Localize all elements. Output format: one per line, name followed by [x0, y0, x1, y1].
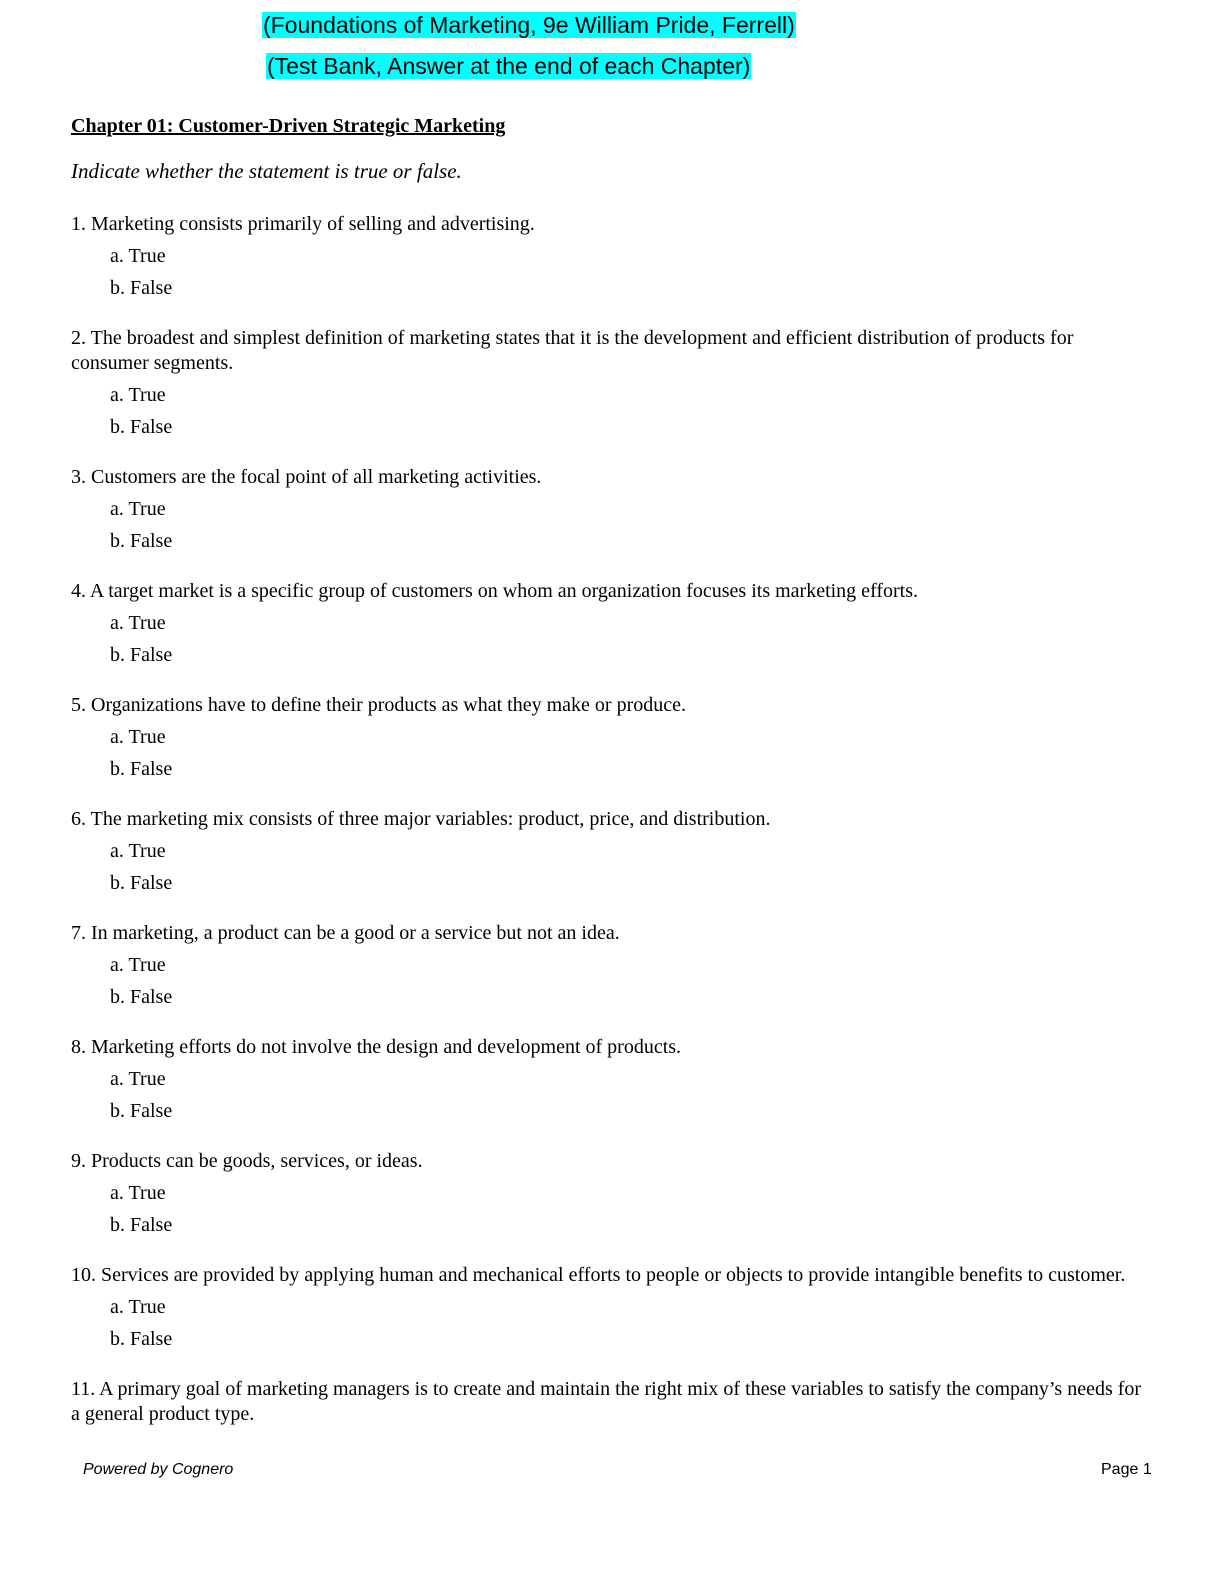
option-false: b. False — [110, 644, 173, 666]
question — [71, 212, 1151, 301]
question — [71, 1149, 1151, 1238]
option-true: a. True — [110, 384, 166, 406]
option-false: b. False — [110, 986, 173, 1008]
option-true: a. True — [110, 1296, 166, 1318]
question-text: 9. Products can be goods, services, or ideas. — [71, 1150, 423, 1172]
option-false: b. False — [110, 277, 173, 299]
chapter-title: Chapter 01: Customer-Driven Strategic Marketing — [71, 115, 506, 137]
question — [71, 693, 1151, 782]
option-false: b. False — [110, 1100, 173, 1122]
question — [71, 1035, 1151, 1124]
option-true: a. True — [110, 726, 166, 748]
option-true: a. True — [110, 1068, 166, 1090]
instruction-text: Indicate whether the statement is true or false. — [71, 159, 462, 183]
option-true: a. True — [110, 612, 166, 634]
header-line-1: (Foundations of Marketing, 9e William Pride, Ferrell) — [263, 12, 795, 38]
option-false: b. False — [110, 416, 173, 438]
option-false: b. False — [110, 1328, 173, 1350]
question-list — [71, 212, 1151, 1452]
option-true: a. True — [110, 498, 166, 520]
question-text: 10. Services are provided by applying human and mechanical efforts to people or objects to provide intangible benefits to customer. — [71, 1264, 1126, 1286]
question-text: 7. In marketing, a product can be a good or a service but not an idea. — [71, 922, 620, 944]
question-text: 4. A target market is a specific group of customers on whom an organization focuses its marketing efforts. — [71, 580, 919, 602]
option-true: a. True — [110, 245, 166, 267]
header-line-2: (Test Bank, Answer at the end of each Chapter) — [267, 53, 751, 79]
option-true: a. True — [110, 840, 166, 862]
question-text: 3. Customers are the focal point of all marketing activities. — [71, 466, 542, 488]
question — [71, 807, 1151, 896]
question — [71, 1377, 1151, 1427]
option-false: b. False — [110, 530, 173, 552]
question-text: 2. The broadest and simplest definition of marketing states that it is the development and efficient distribution of products for consumer segments. — [71, 327, 1074, 374]
question — [71, 326, 1151, 440]
page-number: Page 1 — [1101, 1461, 1152, 1478]
option-false: b. False — [110, 758, 173, 780]
option-false: b. False — [110, 1214, 173, 1236]
question — [71, 1263, 1151, 1352]
option-true: a. True — [110, 1182, 166, 1204]
powered-by-footer: Powered by Cognero — [83, 1461, 234, 1478]
question-text: 11. A primary goal of marketing managers is to create and maintain the right mix of these variables to satisfy the company’s needs for a general product type. — [71, 1378, 1142, 1425]
question — [71, 921, 1151, 1010]
question-text: 8. Marketing efforts do not involve the design and development of products. — [71, 1036, 682, 1058]
option-false: b. False — [110, 872, 173, 894]
question — [71, 465, 1151, 554]
option-true: a. True — [110, 954, 166, 976]
question-text: 5. Organizations have to define their products as what they make or produce. — [71, 694, 686, 716]
question-text: 6. The marketing mix consists of three major variables: product, price, and distribution. — [71, 808, 771, 830]
question — [71, 579, 1151, 668]
question-text: 1. Marketing consists primarily of selling and advertising. — [71, 213, 535, 235]
